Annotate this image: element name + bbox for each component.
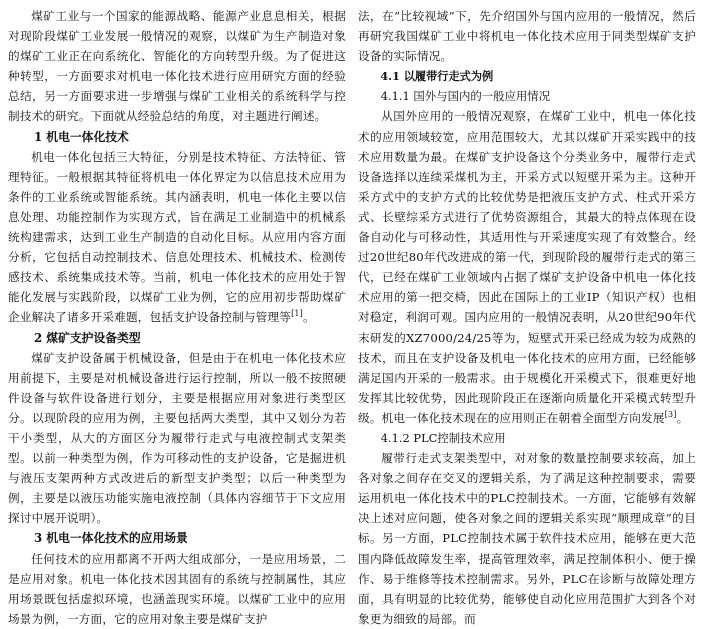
section-1-text-end: 。 <box>303 310 315 325</box>
subsection-4-1-1-text: 从国外应用的一般情况观察，在煤矿工业中，机电一体化技术的应用领域较宽，应用范围较大，尤其以煤矿开采实践中的技术应用数量为最。在煤矿支护设备这个分类业务中，履带行走式设备选择以连续采煤机为主，开采方式以短壁开采为主。这种开采方式中的支护方式的比较优势是把液压支护方式、柱式开采方式、长壁综采方式进行了优势资源组合，其最大的特点体现在设备自动化与可移动性，其适用性与开采速度实现了有效整合。经过20世纪80年代改进成的第一代，到现阶段的履带行走式的第三代，已经在煤矿工业领域内占据了煤矿支护设备中机电一体化技术应用的第一把交椅，因此在国际上的工业IP（知识产权）也相对稳定，利润可观。国内应用的一般情况表明，从20世纪90年代末研发的XZ7000/24/25等为，短壁式开采已经成为较为成熟的技术，而且在支护设备及机电一体化技术的应用方面，已经能够满足国内开采的一般需求。由于规模化开采模式下，很难更好地发挥其比较优势，因此现阶段正在逐渐向质量化开采模式转型升级。机电一体化技术现在的应用则正在朝着全面型方向发展 <box>358 109 696 425</box>
subsection-heading-4-1-1: 4.1.1 国外与国内的一般应用情况 <box>380 89 551 104</box>
citation-ref-3: [3] <box>664 410 677 420</box>
left-column <box>8 6 346 629</box>
section-2-paragraph: 煤矿支护设备属于机械设备，但是由于在机电一体化技术应用前提下，主要是对机械设备进行运行控制，所以一般不按照硬件设备与软件设备进行划分，主要是根据应用对象进行类型区分。以现阶段的应用为例，主要包括两大类型，其中又划分为若干小类型，从大的方面区分为履带行走式与电液控制式支架类型。以前一种类型为例，作为可移动性的支护设备，它是掘进机与液压支架两种方式改进后的新型支护类型；以后一种类型为例，主要是以液压功能实施电液控制（具体内容细节于下文应用探讨中展开说明）。 <box>8 350 346 526</box>
section-heading-1: 1 机电一体化技术 <box>33 129 129 144</box>
subsection-heading-4-1: 4.1 以履带行走式为例 <box>380 69 494 84</box>
section-1-text: 机电一体化包括三大特征，分别是技术特征、方法特征、管理特征。一般根据其特征将机电一体化界定为以信息技术应用为条件的工业系统或智能系统。其内涵表明，机电一体化主要以信息处理、功能控制作为实现方式，旨在满足工业制造中的机械系统构建需求，达到工业生产制造的自动化目标。从应用内容方面分析，它包括自动控制技术、信息处理技术、机械技术、检测传感技术、系统集成技术等。当前，机电一体化技术的应用处于智能化发展与实践阶段，以煤矿工业为例，它的应用初步帮助煤矿企业解决了诸多开采难题，包括支护设备控制与管理等 <box>8 149 346 325</box>
subsection-4-1-1-text-end: 。 <box>676 410 689 425</box>
section-3-paragraph: 任何技术的应用都离不开两大组成部分，一是应用场景，二是应用对象。机电一体化技术因其固有的系统与控制属性，其应用场景既包括虚拟环境，也涵盖现实环境。以煤矿工业中的应用场景为例，一方面，它的应用对象主要是煤矿支护 <box>8 551 346 626</box>
right-column <box>358 6 696 629</box>
subsection-heading-4-1-2: 4.1.2 PLC控制技术应用 <box>380 430 506 445</box>
section-heading-2: 2 煤矿支护设备类型 <box>33 330 141 345</box>
citation-ref-1: [1] <box>291 309 303 319</box>
intro-paragraph: 煤矿工业与一个国家的能源战略、能源产业息息相关，根据对现阶段煤矿工业发展一般情况的观察，以煤矿为生产制造对象的煤矿工业正在向系统化、智能化的方向转型升级。为了促进这种转型，一方面要求对机电一体化技术进行应用研究方面的经验总结，另一方面要求进一步增强与煤矿工业相关的系统科学与控制技术的研究。下面就从经验总结的角度，对主题进行阐述。 <box>8 9 346 124</box>
subsection-4-1-1-paragraph <box>358 106 696 428</box>
subsection-4-1-2-paragraph: 履带行走式支架类型中，对对象的数量控制要求较高，加上各对象之间存在交叉的逻辑关系，为了满足这种控制要求，需要运用机电一体化技术中的PLC控制技术。一方面，它能够有效解决上述对应问题，使各对象之间的逻辑关系实现“顺理成章”的目标。另一方面，PLC控制技术属于软件技术应用，能够在更大范围内降低故障发生率，提高管理效率，满足控制体积小、便于操作、易于维修等技术控制需求。另外，PLC在诊断与故障处理方面，具有明显的比较优势，能够使自动化应用范围扩大到各个对象更为细致的局部。而 <box>358 451 696 626</box>
section-1-paragraph <box>8 147 346 328</box>
section-heading-3: 3 机电一体化技术的应用场景 <box>33 531 188 546</box>
continued-paragraph: 法，在“比较视域”下，先介绍国外与国内应用的一般情况，然后再研究我国煤矿工业中将机电一体化技术应用于同类型煤矿支护设备的实际情况。 <box>358 9 696 64</box>
